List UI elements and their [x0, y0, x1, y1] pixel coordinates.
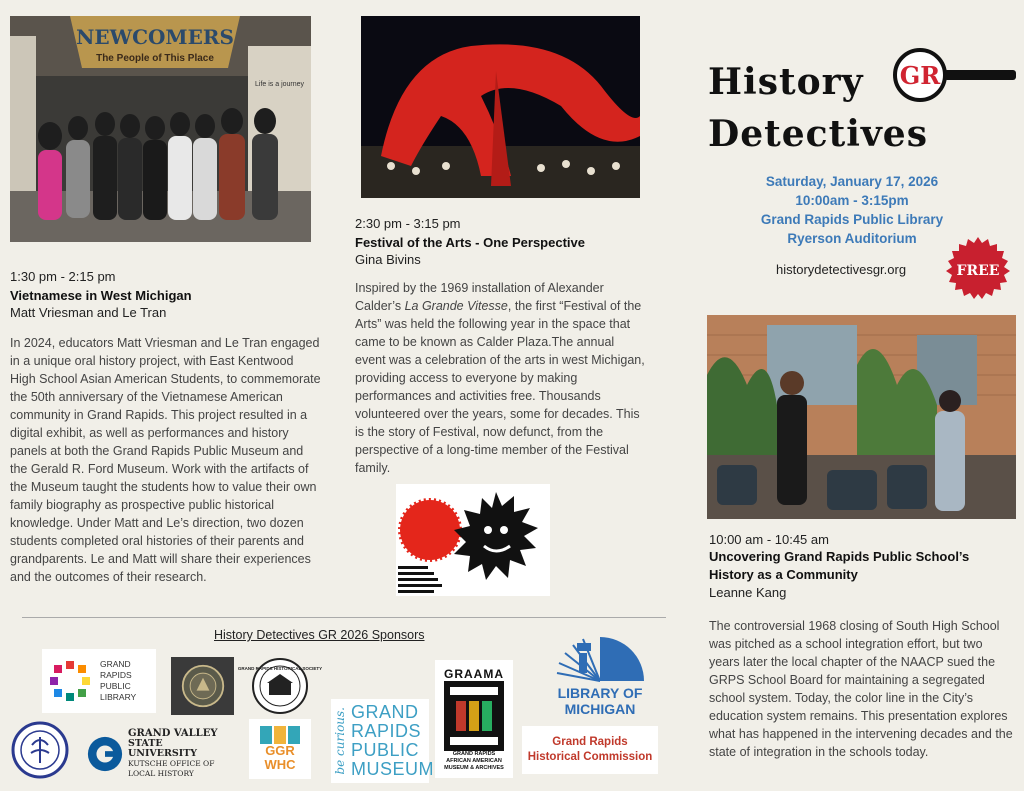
- free-label: FREE: [956, 263, 1000, 279]
- sponsor-logo-library-of-michigan: [543, 632, 657, 718]
- session-3-title: Uncovering Grand Rapids Public School’s History as a Community: [709, 549, 970, 582]
- brand-badge-text: GR: [899, 61, 941, 90]
- ggr-text: GGR: [265, 743, 295, 758]
- sponsor-logo-grpl: [42, 649, 156, 713]
- county-seal-icon: [11, 721, 69, 779]
- sponsor-logo-graama: [435, 660, 513, 778]
- session-1-speaker: Matt Vriesman and Le Tran: [10, 305, 167, 320]
- gvsu-logo-text: [128, 729, 226, 779]
- brand-title-line2: Detectives: [708, 113, 928, 155]
- gvsu-line2: STATE UNIVERSITY: [128, 738, 198, 759]
- sponsor-logo-county-seal: [10, 721, 70, 779]
- festival-sun-logo: [396, 484, 550, 596]
- exhibit-side-text: Life is a journey: [255, 81, 305, 88]
- session-2-description-start: Inspired by the 1969 installation of Alexander Calder’s: [355, 281, 604, 313]
- grhc-line1: Grand Rapids: [552, 736, 628, 748]
- sponsor-logo-ggr-whc: [249, 719, 311, 779]
- graama-sub3: MUSEUM & ARCHIVES: [444, 764, 504, 771]
- sponsors-divider: [22, 617, 666, 618]
- museum-tagline: be curious.: [333, 707, 347, 775]
- lom-line1: LIBRARY OF: [557, 685, 643, 701]
- graama-subtitle: [444, 751, 504, 772]
- session-2-description-rest: , the first “Festival of the Arts” was held the following year in the space that came to be known as Calder Plaza.The annual event was a celebration of the arts in west Michigan, providing access to everyone by making performances and activities free. Thousands volunteered over the years, some for decades. This is the story of Festival, now defunct, from the perspective of a long-time member of the Festival family.: [355, 299, 645, 475]
- session-3-speaker: Leanne Kang: [709, 585, 787, 600]
- museum-line3: PUBLIC: [351, 740, 420, 760]
- museum-line2: RAPIDS: [351, 721, 422, 741]
- event-date: Saturday, January 17, 2026: [765, 174, 939, 189]
- session-3-time: 10:00 am - 10:45 am: [709, 532, 829, 547]
- session-2-speaker: Gina Bivins: [355, 252, 421, 267]
- brand-title-line1: History: [708, 61, 864, 103]
- grhc-line2: Historical Commission: [527, 751, 653, 763]
- session-1-description: In 2024, educators Matt Vriesman and Le Tran engaged in a unique oral history project, with East Kentwood High School Asian American Students, to commemorate the 50th anniversary of the Vietnamese American community in Grand Rapids. This project resulted in a digital exhibit, as well as performances and history panels at both the Grand Rapids Public Museum and the Gerald R. Ford Museum. Work with the artifacts of the Museum taught the students how to value their own family biography as prospective public historical knowledge. Under Matt and Le’s direction, two dozen students completed oral histories of their parents and grandparents. Le and Matt will share their experiences and the outcomes of their research.: [10, 336, 321, 584]
- ggr-icon: [260, 726, 300, 744]
- library-of-michigan-icon: [545, 633, 655, 685]
- gvsu-line3: KUTSCHE OFFICE OF: [128, 759, 215, 768]
- session-2-description: [355, 279, 647, 477]
- lom-line2: MICHIGAN: [564, 701, 636, 717]
- session-1-title: Vietnamese in West Michigan: [10, 288, 192, 303]
- free-badge: [946, 237, 1010, 301]
- museum-line4: MUSEUM: [351, 759, 434, 779]
- gvsu-emblem-icon: [86, 735, 124, 773]
- sponsor-logo-gvsu: [86, 728, 226, 780]
- whc-text: WHC: [264, 757, 296, 772]
- event-time: 10:00am - 3:15pm: [795, 193, 909, 208]
- graama-title: GRAAMA: [444, 666, 504, 681]
- gvsu-line4: LOCAL HISTORY: [128, 769, 194, 778]
- graama-sub2: AFRICAN AMERICAN: [446, 757, 502, 764]
- sponsor-logo-city-seal: [171, 657, 234, 715]
- graama-sub1: GRAND RAPIDS: [452, 750, 496, 757]
- event-room: Ryerson Auditorium: [787, 231, 917, 246]
- session-2-time: 2:30 pm - 3:15 pm: [355, 216, 461, 231]
- sponsor-logo-gr-historical-commission: [522, 726, 658, 774]
- museum-logo-text: [351, 703, 434, 779]
- session-3-description: The controversial 1968 closing of South High School was pitched as a school integration effort, but two years later the local chapter of the NAACP sued the GRPS School Board for maintaining a segregated school system. Today, the color line in the City’s education system remains. This presentation explores what has happened in the intervening decades and the state of integration in the schools today.: [709, 619, 1013, 759]
- session-1-time: 1:30 pm - 2:15 pm: [10, 269, 116, 284]
- session-2-title: Festival of the Arts - One Perspective: [355, 235, 585, 250]
- gvsu-line1: GRAND VALLEY: [128, 728, 218, 739]
- photo-newcomers-group: [10, 16, 311, 242]
- session-2-artwork-title: La Grande Vitesse: [404, 299, 508, 313]
- sponsor-logo-gr-historical-society: [237, 657, 323, 715]
- city-seal-icon: [180, 663, 226, 709]
- ghs-logo-text: GRAND RAPIDS HISTORICAL SOCIETY: [237, 666, 323, 671]
- museum-line1: GRAND: [351, 702, 419, 722]
- exhibit-sign-subtext: The People of This Place: [96, 53, 214, 64]
- sponsor-logo-gr-public-museum: [331, 699, 434, 783]
- graama-pattern-icon: [444, 681, 504, 751]
- photo-calder-sculpture: [361, 16, 640, 198]
- website-link[interactable]: historydetectivesgr.org: [776, 262, 907, 277]
- event-venue: Grand Rapids Public Library: [760, 212, 944, 227]
- grpl-logo-text: GRAND RAPIDS PUBLIC LIBRARY: [100, 659, 137, 702]
- sponsors-heading: History Detectives GR 2026 Sponsors: [214, 628, 425, 642]
- exhibit-sign-text: NEWCOMERS: [76, 25, 234, 49]
- grpl-ring-icon: [48, 659, 92, 703]
- photo-school-event: [707, 315, 1016, 519]
- magnifier-icon: [890, 47, 1020, 103]
